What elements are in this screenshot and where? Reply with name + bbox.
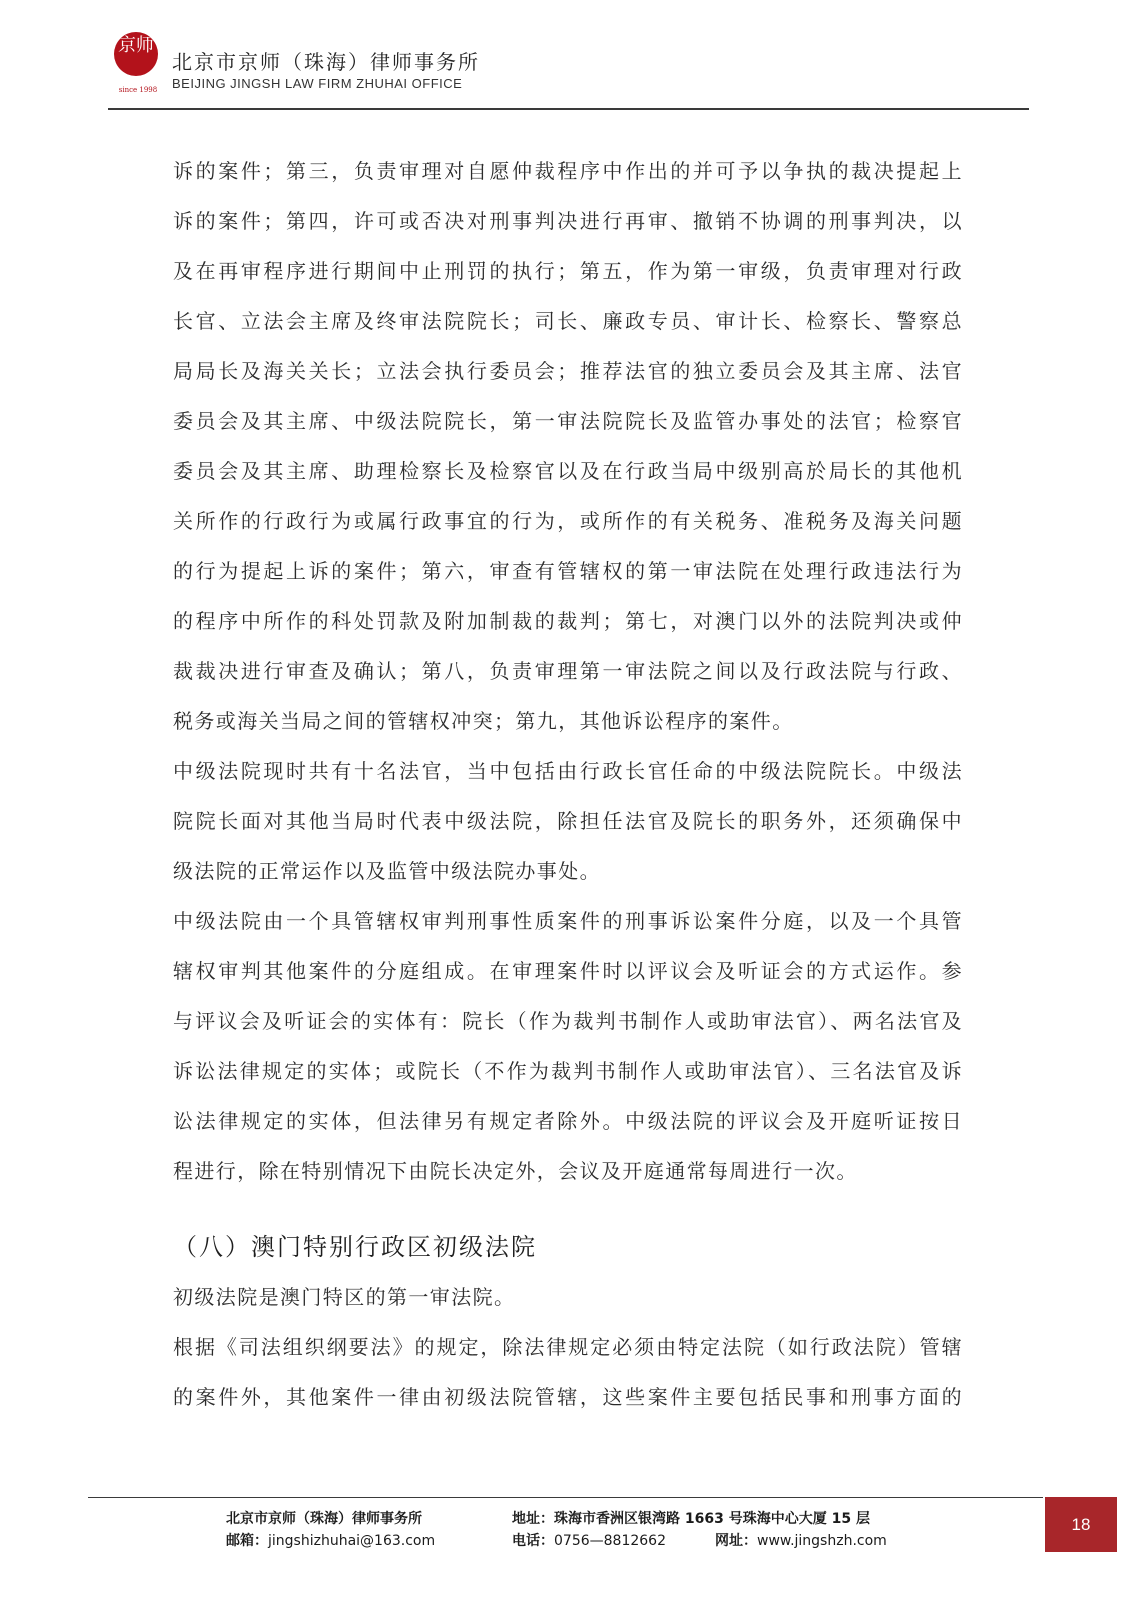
text-line: 初级法院是澳门特区的第一审法院。 bbox=[173, 1285, 516, 1309]
text-line: 税务或海关当局之间的管辖权冲突；第九，其他诉讼程序的案件。 bbox=[173, 709, 794, 733]
section-gap bbox=[173, 1196, 963, 1222]
footer-address: 珠海市香洲区银湾路 1663 号珠海中心大厦 15 层 bbox=[554, 1511, 870, 1527]
footer-left bbox=[226, 1508, 435, 1552]
text-line: 程进行，除在特别情况下由院长决定外，会议及开庭通常每周进行一次。 bbox=[173, 1159, 858, 1183]
text-line: 讼法律规定的实体，但法律另有规定者除外。中级法院的评议会及开庭听证按日 bbox=[173, 1109, 963, 1133]
text-line: 长官、立法会主席及终审法院院长；司长、廉政专员、审计长、检察长、警察总 bbox=[173, 309, 963, 333]
text-line: 中级法院由一个具管辖权审判刑事性质案件的刑事诉讼案件分庭，以及一个具管 bbox=[173, 909, 963, 933]
text-line: 委员会及其主席、中级法院院长，第一审法院院长及监管办事处的法官；检察官 bbox=[173, 409, 963, 433]
paragraph-2 bbox=[173, 746, 963, 896]
footer-email: jingshizhuhai@163.com bbox=[268, 1533, 436, 1549]
text-line: 诉讼法律规定的实体；或院长（不作为裁判书制作人或助审法官）、三名法官及诉 bbox=[173, 1059, 963, 1083]
text-line: 局局长及海关关长；立法会执行委员会；推荐法官的独立委员会及其主席、法官 bbox=[173, 359, 963, 383]
document-body bbox=[173, 146, 963, 1422]
text-line: 委员会及其主席、助理检察长及检察官以及在行政当局中级别高於局长的其他机 bbox=[173, 459, 963, 483]
text-line: 中级法院现时共有十名法官，当中包括由行政长官任命的中级法院院长。中级法 bbox=[173, 759, 963, 783]
firm-name-cn: 北京市京师（珠海）律师事务所 bbox=[172, 50, 480, 74]
page-number: 18 bbox=[1045, 1497, 1117, 1552]
text-line: 裁裁决进行审查及确认；第八，负责审理第一审法院之间以及行政法院与行政、 bbox=[173, 659, 963, 683]
text-line: 诉的案件；第四，许可或否决对刑事判决进行再审、撤销不协调的刑事判决，以 bbox=[173, 209, 963, 233]
text-line: 诉的案件；第三，负责审理对自愿仲裁程序中作出的并可予以争执的裁决提起上 bbox=[173, 159, 963, 183]
logo-char-1: 京师 bbox=[118, 35, 154, 56]
footer-firm-name: 北京市京师（珠海）律师事务所 bbox=[226, 1511, 422, 1527]
footer-phone: 0756—8812662 bbox=[554, 1533, 666, 1549]
section-heading: （八）澳门特别行政区初级法院 bbox=[173, 1233, 537, 1261]
footer-web-label: 网址： bbox=[715, 1533, 757, 1549]
logo-since: since 1998 bbox=[118, 86, 158, 94]
text-line: 级法院的正常运作以及监管中级法院办事处。 bbox=[173, 859, 601, 883]
text-line: 与评议会及听证会的实体有：院长（作为裁判书制作人或助审法官）、两名法官及 bbox=[173, 1009, 963, 1033]
footer-divider bbox=[88, 1497, 1043, 1498]
footer-web: www.jingshzh.com bbox=[757, 1533, 887, 1549]
text-line: 及在再审程序进行期间中止刑罚的执行；第五，作为第一审级，负责审理对行政 bbox=[173, 259, 963, 283]
paragraph-1 bbox=[173, 146, 963, 746]
text-line: 的案件外，其他案件一律由初级法院管辖，这些案件主要包括民事和刑事方面的 bbox=[173, 1385, 963, 1409]
footer-email-label: 邮箱： bbox=[226, 1533, 268, 1549]
paragraph-4 bbox=[173, 1272, 963, 1322]
firm-name-en: BEIJING JINGSH LAW FIRM ZHUHAI OFFICE bbox=[172, 76, 463, 91]
paragraph-3 bbox=[173, 896, 963, 1196]
page-header bbox=[108, 20, 1028, 110]
text-line: 辖权审判其他案件的分庭组成。在审理案件时以评议会及听证会的方式运作。参 bbox=[173, 959, 963, 983]
text-line: 根据《司法组织纲要法》的规定，除法律规定必须由特定法院（如行政法院）管辖 bbox=[173, 1335, 963, 1359]
paragraph-5 bbox=[173, 1322, 963, 1422]
footer-right bbox=[715, 1530, 887, 1552]
firm-logo-icon bbox=[112, 24, 160, 84]
text-line: 的程序中所作的科处罚款及附加制裁的裁判；第七，对澳门以外的法院判决或仲 bbox=[173, 609, 963, 633]
text-line: 的行为提起上诉的案件；第六，审查有管辖权的第一审法院在处理行政违法行为 bbox=[173, 559, 963, 583]
header-divider bbox=[108, 108, 1029, 110]
text-line: 院院长面对其他当局时代表中级法院，除担任法官及院长的职务外，还须确保中 bbox=[173, 809, 963, 833]
text-line: 关所作的行政行为或属行政事宜的行为，或所作的有关税务、准税务及海关问题 bbox=[173, 509, 963, 533]
footer-phone-label: 电话： bbox=[512, 1533, 554, 1549]
footer-address-label: 地址： bbox=[512, 1511, 554, 1527]
